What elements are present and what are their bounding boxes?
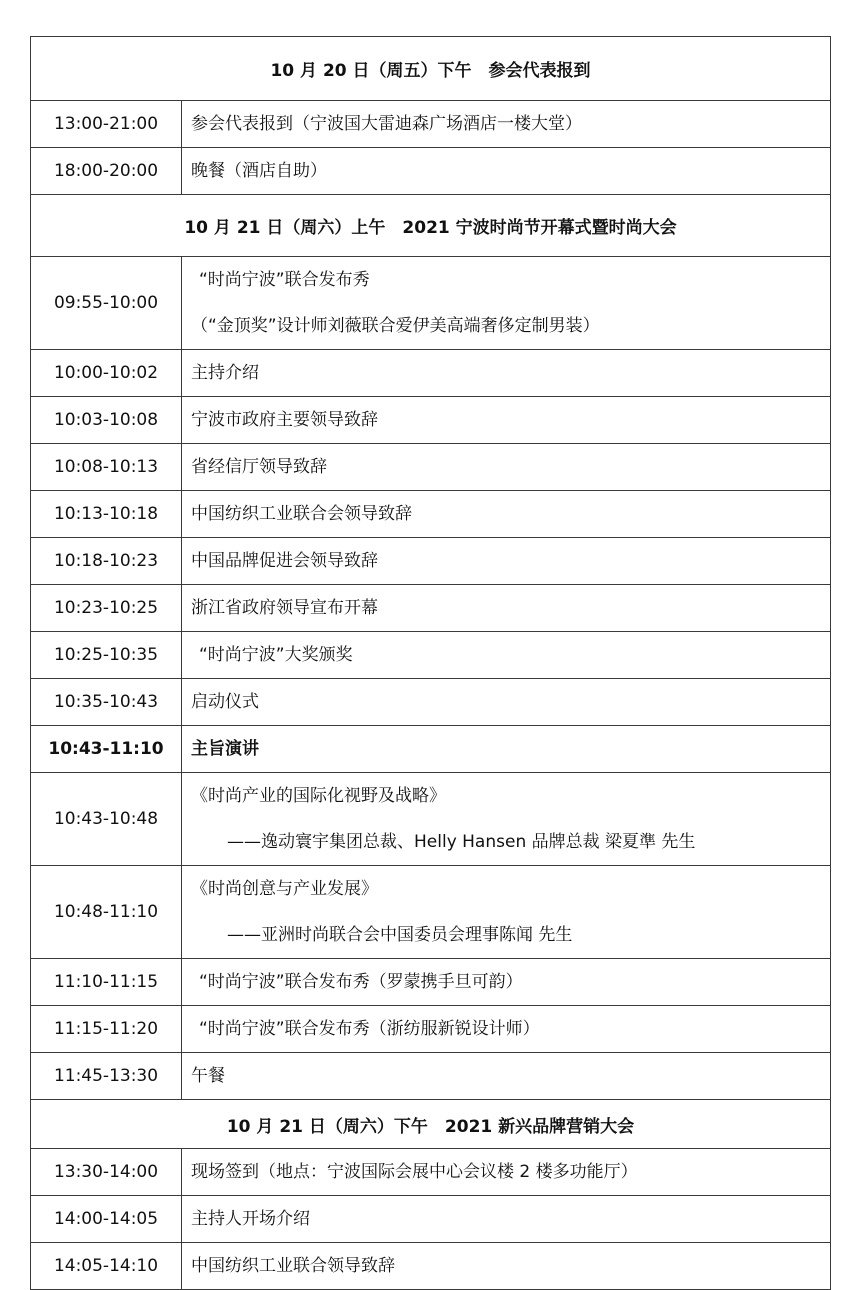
description-cell bbox=[182, 397, 831, 444]
time-cell bbox=[31, 773, 182, 866]
schedule-row bbox=[31, 726, 831, 773]
time-cell bbox=[31, 350, 182, 397]
time-cell bbox=[31, 679, 182, 726]
description-line: 启动仪式 bbox=[191, 692, 259, 712]
description-line: 《时尚产业的国际化视野及战略》 bbox=[191, 786, 446, 806]
time-cell bbox=[31, 1006, 182, 1053]
schedule-row bbox=[31, 585, 831, 632]
time-range: 14:00-14:05 bbox=[53, 1209, 159, 1229]
schedule-row bbox=[31, 1149, 831, 1196]
time-range: 18:00-20:00 bbox=[53, 161, 159, 181]
time-cell bbox=[31, 397, 182, 444]
description-cell bbox=[182, 101, 831, 148]
schedule-row bbox=[31, 491, 831, 538]
description-cell bbox=[182, 1006, 831, 1053]
time-range: 09:55-10:00 bbox=[53, 293, 159, 313]
description-cell bbox=[182, 491, 831, 538]
time-range: 14:05-14:10 bbox=[53, 1256, 159, 1276]
schedule-row bbox=[31, 101, 831, 148]
time-range: 10:08-10:13 bbox=[53, 457, 159, 477]
schedule-row bbox=[31, 1053, 831, 1100]
time-range: 10:23-10:25 bbox=[53, 598, 159, 618]
time-cell bbox=[31, 257, 182, 350]
description-line: 主旨演讲 bbox=[191, 739, 259, 759]
description-cell bbox=[182, 148, 831, 195]
description-line: 中国纺织工业联合领导致辞 bbox=[191, 1256, 395, 1276]
description-line: “时尚宁波”大奖颁奖 bbox=[199, 645, 353, 665]
description-line: 晚餐（酒店自助） bbox=[191, 161, 327, 181]
section-header-row bbox=[31, 195, 831, 257]
description-cell bbox=[182, 444, 831, 491]
time-cell bbox=[31, 632, 182, 679]
description-line: “时尚宁波”联合发布秀 bbox=[199, 270, 370, 290]
description-cell bbox=[182, 866, 831, 959]
section-header-row bbox=[31, 37, 831, 101]
schedule-row bbox=[31, 632, 831, 679]
description-line: 参会代表报到（宁波国大雷迪森广场酒店一楼大堂） bbox=[191, 114, 582, 134]
description-line: 中国纺织工业联合会领导致辞 bbox=[191, 504, 412, 524]
time-cell bbox=[31, 726, 182, 773]
time-cell bbox=[31, 101, 182, 148]
time-cell bbox=[31, 1196, 182, 1243]
schedule-row bbox=[31, 1243, 831, 1290]
schedule-body bbox=[31, 37, 831, 1290]
description-cell bbox=[182, 1053, 831, 1100]
time-range: 10:35-10:43 bbox=[53, 692, 159, 712]
description-cell bbox=[182, 679, 831, 726]
section-title: 10 月 21 日（周六）上午 2021 宁波时尚节开幕式暨时尚大会 bbox=[31, 195, 831, 257]
description-cell bbox=[182, 257, 831, 350]
time-cell bbox=[31, 491, 182, 538]
description-line: 午餐 bbox=[191, 1066, 225, 1086]
schedule-row bbox=[31, 1196, 831, 1243]
time-range: 11:45-13:30 bbox=[53, 1066, 159, 1086]
description-subline: （“金顶奖”设计师刘薇联合爱伊美高端奢侈定制男装） bbox=[191, 316, 600, 336]
time-range: 10:43-11:10 bbox=[48, 739, 164, 759]
time-cell bbox=[31, 1053, 182, 1100]
description-cell bbox=[182, 726, 831, 773]
time-range: 10:48-11:10 bbox=[53, 902, 159, 922]
time-cell bbox=[31, 1149, 182, 1196]
description-line: 现场签到（地点：宁波国际会展中心会议楼 2 楼多功能厅） bbox=[191, 1162, 638, 1182]
schedule-row bbox=[31, 1006, 831, 1053]
description-line: 中国品牌促进会领导致辞 bbox=[191, 551, 378, 571]
schedule-row bbox=[31, 397, 831, 444]
section-title: 10 月 20 日（周五）下午 参会代表报到 bbox=[31, 37, 831, 101]
schedule-row bbox=[31, 444, 831, 491]
schedule-row bbox=[31, 350, 831, 397]
time-range: 10:25-10:35 bbox=[53, 645, 159, 665]
schedule-row bbox=[31, 538, 831, 585]
time-range: 13:30-14:00 bbox=[53, 1162, 159, 1182]
time-cell bbox=[31, 585, 182, 632]
schedule-row bbox=[31, 959, 831, 1006]
schedule-row bbox=[31, 866, 831, 959]
description-line: “时尚宁波”联合发布秀（浙纺服新锐设计师） bbox=[199, 1019, 540, 1039]
description-cell bbox=[182, 959, 831, 1006]
schedule-row bbox=[31, 773, 831, 866]
time-range: 11:10-11:15 bbox=[53, 972, 159, 992]
time-cell bbox=[31, 959, 182, 1006]
description-subline: ——逸动寰宇集团总裁、Helly Hansen 品牌总裁 梁夏準 先生 bbox=[227, 832, 696, 852]
time-cell bbox=[31, 866, 182, 959]
description-line: 浙江省政府领导宣布开幕 bbox=[191, 598, 378, 618]
description-line: “时尚宁波”联合发布秀（罗蒙携手旦可韵） bbox=[199, 972, 523, 992]
time-range: 10:18-10:23 bbox=[53, 551, 159, 571]
description-line: 主持介绍 bbox=[191, 363, 259, 383]
description-cell bbox=[182, 1196, 831, 1243]
section-title: 10 月 21 日（周六）下午 2021 新兴品牌营销大会 bbox=[31, 1100, 831, 1149]
description-cell bbox=[182, 350, 831, 397]
time-cell bbox=[31, 1243, 182, 1290]
schedule-row bbox=[31, 679, 831, 726]
description-line: 省经信厅领导致辞 bbox=[191, 457, 327, 477]
time-range: 10:43-10:48 bbox=[53, 809, 159, 829]
time-range: 13:00-21:00 bbox=[53, 114, 159, 134]
time-cell bbox=[31, 148, 182, 195]
description-cell bbox=[182, 585, 831, 632]
time-range: 10:13-10:18 bbox=[53, 504, 159, 524]
description-cell bbox=[182, 1243, 831, 1290]
schedule-row bbox=[31, 148, 831, 195]
section-header-row bbox=[31, 1100, 831, 1149]
description-cell bbox=[182, 632, 831, 679]
schedule-row bbox=[31, 257, 831, 350]
time-range: 10:03-10:08 bbox=[53, 410, 159, 430]
description-cell bbox=[182, 538, 831, 585]
description-cell bbox=[182, 773, 831, 866]
time-range: 10:00-10:02 bbox=[53, 363, 159, 383]
time-cell bbox=[31, 538, 182, 585]
description-line: 《时尚创意与产业发展》 bbox=[191, 879, 378, 899]
description-line: 主持人开场介绍 bbox=[191, 1209, 310, 1229]
time-cell bbox=[31, 444, 182, 491]
description-cell bbox=[182, 1149, 831, 1196]
description-subline: ——亚洲时尚联合会中国委员会理事陈闻 先生 bbox=[227, 925, 573, 945]
schedule-table bbox=[30, 36, 831, 1290]
description-line: 宁波市政府主要领导致辞 bbox=[191, 410, 378, 430]
time-range: 11:15-11:20 bbox=[53, 1019, 159, 1039]
